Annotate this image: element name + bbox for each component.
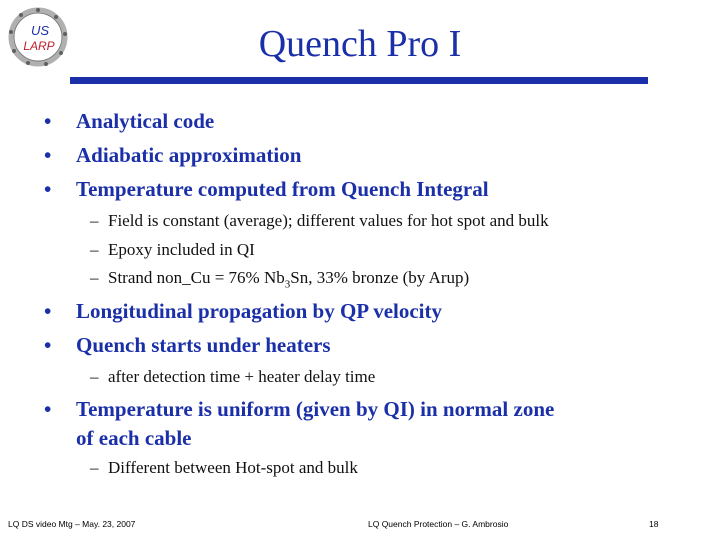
dash-icon: – xyxy=(90,211,99,230)
bullet-icon: • xyxy=(44,143,52,167)
bullet-icon: • xyxy=(44,177,52,201)
bullet-icon: • xyxy=(44,397,52,421)
bullet-icon: • xyxy=(44,109,52,133)
title-underline xyxy=(70,77,648,84)
dash-icon: – xyxy=(90,367,99,386)
footer-meeting: LQ DS video Mtg – May. 23, 2007 xyxy=(8,519,136,529)
bullet-icon: • xyxy=(44,333,52,357)
logo-text-larp: LARP xyxy=(23,39,55,53)
bullet-icon: • xyxy=(44,299,52,323)
footer-author: LQ Quench Protection – G. Ambrosio xyxy=(368,519,509,529)
dash-icon: – xyxy=(90,458,99,477)
dash-icon: – xyxy=(90,240,99,259)
slide-title: Quench Pro I xyxy=(258,23,462,65)
logo-text-us: US xyxy=(30,23,50,38)
page-number: 18 xyxy=(649,519,659,529)
dash-icon: – xyxy=(90,268,99,287)
